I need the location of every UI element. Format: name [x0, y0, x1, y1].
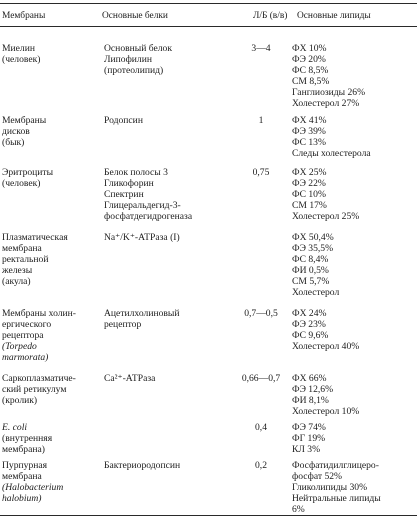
lipids-cell-line: ФИ 0,5% [292, 264, 329, 276]
bottom-rule [0, 515, 417, 516]
membrane-cell-line: дисков [2, 125, 30, 137]
ratio-cell: 0,7—0,5 [244, 308, 278, 319]
membrane-cell [2, 374, 98, 407]
lipids-cell-line: ФС 8,5% [292, 64, 329, 76]
membrane-cell-line: marmorata) [2, 351, 49, 363]
lipids-cell-line: Фосфатидилглицеро- [292, 460, 379, 471]
lipids-cell [292, 233, 416, 298]
lipids-cell-line: Следы холестерола [292, 147, 371, 159]
proteins-cell-line: фосфатдегидрогеназа [104, 210, 193, 222]
membrane-cell-line: halobium) [2, 492, 42, 504]
lipids-cell-line: Ганглиозиды 26% [292, 86, 366, 98]
proteins-cell-line: (протеолипид) [104, 64, 164, 76]
header-ratio: Л/Б (в/в) [253, 11, 288, 21]
membrane-cell [2, 461, 98, 505]
lipids-cell-line: ФЭ 23% [292, 318, 326, 330]
lipids-cell-line: Холестерол [292, 286, 340, 298]
lipids-cell [292, 168, 416, 223]
proteins-cell-line: Бактериородопсин [104, 460, 181, 471]
lipids-cell-line: ФХ 25% [292, 167, 327, 178]
top-rule [0, 3, 417, 4]
membrane-cell-line: (внутренняя [2, 432, 53, 444]
proteins-cell-line: рецептор [104, 318, 142, 330]
proteins-cell-line: Ацетилхолиновый [104, 308, 180, 319]
lipids-cell-line: ФХ 10% [292, 43, 327, 54]
membrane-cell-line: железы [2, 264, 33, 276]
lipids-cell [292, 374, 416, 418]
membrane-cell [2, 44, 98, 66]
membrane-cell-line: (Halobacterium [2, 481, 64, 493]
lipids-cell-line: ФС 10% [292, 188, 326, 200]
membrane-cell-line: (акула) [2, 275, 31, 287]
ratio-cell: 3—4 [251, 43, 271, 54]
membrane-cell-line: мембрана [2, 242, 42, 254]
membrane-cell [2, 168, 98, 190]
membrane-cell-line: Саркоплазматиче- [2, 373, 76, 384]
lipids-cell-line: Нейтральные липиды [292, 492, 381, 504]
proteins-cell-line: Родопсин [104, 115, 143, 126]
membrane-cell-line: Миелин [2, 43, 35, 54]
lipids-cell [292, 461, 416, 516]
header-membrane: Мембраны [2, 11, 46, 21]
ratio-cell: 0,4 [255, 422, 267, 433]
lipids-cell-line: Холестерол 25% [292, 210, 360, 222]
lipids-cell [292, 309, 416, 353]
membrane-cell-line: ский ретикулум [2, 383, 67, 395]
lipids-cell-line: фосфат 52% [292, 470, 343, 482]
lipids-cell [292, 116, 416, 160]
lipids-cell-line: КЛ 3% [292, 443, 321, 455]
lipids-cell-line: Холестерол 40% [292, 340, 360, 352]
proteins-cell-line: Ca²⁺-АТРаза [104, 373, 156, 384]
membrane-cell-line: (Torpedo [2, 340, 37, 352]
membrane-cell-line: (кролик) [2, 394, 38, 406]
lipids-cell-line: Холестерол 27% [292, 97, 360, 109]
lipids-cell-line: ФС 8,4% [292, 253, 329, 265]
header-rule [0, 26, 417, 27]
proteins-cell-line: Спектрин [104, 188, 144, 200]
proteins-cell-line: Глицеральдегид-3- [104, 199, 181, 211]
membrane-cell-line: ергического [2, 318, 52, 330]
lipids-cell-line: 6% [292, 503, 305, 515]
membrane-cell-line: ректальной [2, 253, 49, 265]
membrane-cell [2, 423, 98, 456]
membrane-cell-line: Мембраны холин- [2, 308, 76, 319]
lipids-cell-line: ФИ 8,1% [292, 394, 329, 406]
proteins-cell-line: Липофилин [104, 53, 152, 65]
proteins-cell-line: Гликофорин [104, 177, 154, 189]
membrane-cell-line: Мембраны [2, 115, 47, 126]
lipids-cell-line: ФЭ 39% [292, 125, 326, 137]
proteins-cell-line: Белок полосы 3 [104, 167, 168, 178]
lipids-cell-line: СМ 5,7% [292, 275, 330, 287]
header-lipids: Основные липиды [297, 11, 371, 21]
lipids-cell-line: ФС 9,6% [292, 329, 329, 341]
lipids-cell-line: ФЭ 20% [292, 53, 326, 65]
lipids-cell-line: ФХ 66% [292, 373, 327, 384]
lipids-cell-line: ФЭ 22% [292, 177, 326, 189]
membrane-cell-line: рецептора [2, 329, 44, 341]
lipids-cell [292, 423, 416, 456]
lipids-cell-line: ФС 13% [292, 136, 326, 148]
membrane-cell-line: Пурпурная [2, 460, 48, 471]
membrane-cell-line: (человек) [2, 53, 41, 65]
ratio-cell: 1 [258, 115, 264, 126]
lipids-cell-line: Гликолипиды 30% [292, 481, 368, 493]
lipids-cell-line: ФХ 24% [292, 308, 327, 319]
header-proteins: Основные белки [102, 11, 168, 21]
proteins-cell [104, 233, 254, 244]
lipids-cell-line: ФЭ 12,6% [292, 383, 334, 395]
lipids-cell-line: ФЭ 35,5% [292, 242, 334, 254]
membrane-cell-line: Плазматическая [2, 232, 68, 243]
proteins-cell-line: Na⁺/K⁺-АТРаза (I) [104, 232, 180, 243]
membrane-cell [2, 233, 98, 288]
lipids-cell-line: ФЭ 74% [292, 422, 326, 433]
ratio-cell: 0,2 [255, 460, 267, 471]
lipids-cell-line: ФХ 50,4% [292, 232, 334, 243]
lipids-cell-line: Холестерол 10% [292, 405, 360, 417]
lipids-cell-line: СМ 8,5% [292, 75, 330, 87]
ratio-cell: 0,66—0,7 [241, 373, 281, 384]
membrane-cell-line: мембрана [2, 470, 42, 482]
membrane-cell-line: (человек) [2, 177, 41, 189]
membrane-cell-line: (бык) [2, 136, 25, 148]
membrane-cell-line: Эритроциты [2, 167, 54, 178]
lipids-cell-line: ФХ 41% [292, 115, 327, 126]
membrane-cell [2, 116, 98, 149]
ratio-cell: 0,75 [252, 167, 270, 178]
membrane-cell-line: мембрана) [2, 443, 45, 455]
membrane-cell-line: E. coli [2, 422, 28, 433]
proteins-cell-line: Основный белок [104, 43, 173, 54]
lipids-cell-line: СМ 17% [292, 199, 327, 211]
lipids-cell [292, 44, 416, 109]
lipids-cell-line: ФГ 19% [292, 432, 326, 444]
membrane-cell [2, 309, 98, 364]
